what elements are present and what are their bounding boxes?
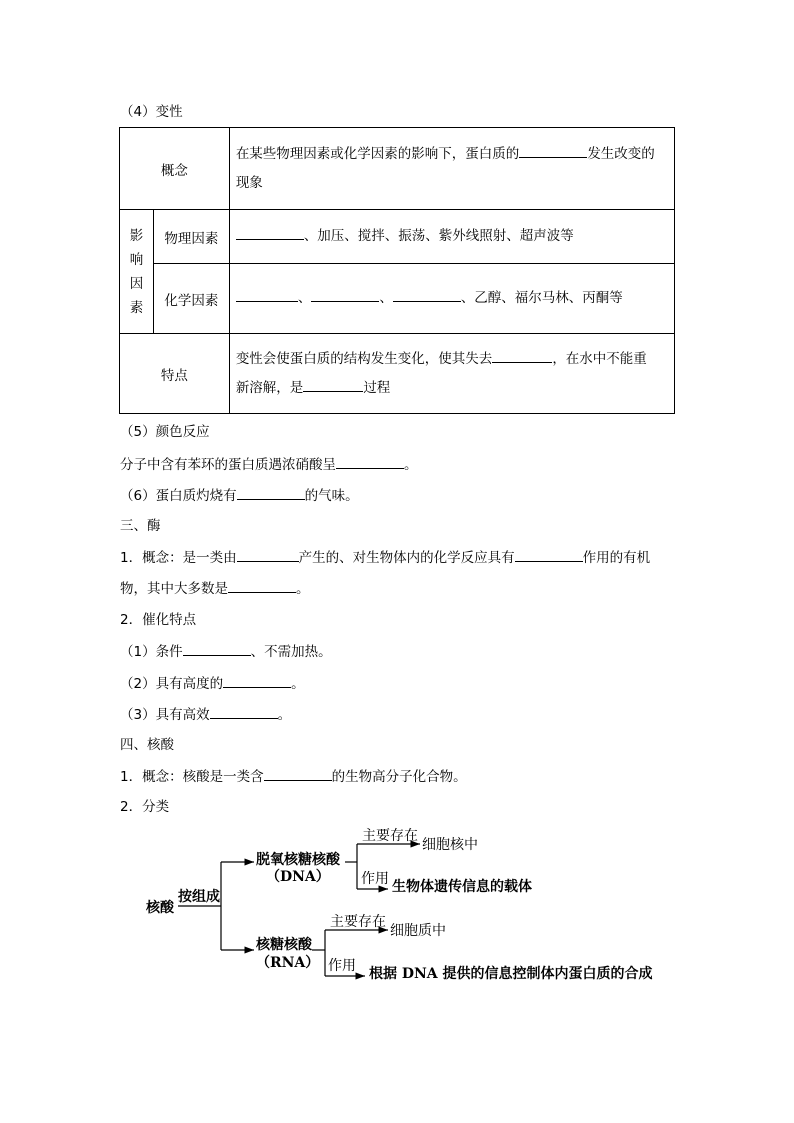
rna-function-label: 作用 <box>328 958 356 974</box>
section-heading-enzyme: 三、酶 <box>120 518 161 534</box>
feature-text-b: ，在水中不能重 <box>552 350 647 367</box>
color-reaction-text-a: 分子中含有苯环的蛋白质遇浓硝酸呈 <box>120 457 336 473</box>
separator: 、 <box>379 290 393 306</box>
physical-factors-label: 物理因素 <box>153 210 229 264</box>
influence-char: 影 <box>129 227 144 244</box>
dna-name: 脱氧核糖核酸 <box>256 852 340 868</box>
dna-function-label: 作用 <box>361 871 389 887</box>
feature-label: 特点 <box>120 334 230 414</box>
enzyme-concept-a: 1．概念：是一类由 <box>120 550 237 566</box>
concept-label: 概念 <box>120 128 230 210</box>
separator: 、 <box>297 290 312 306</box>
rna-function: 根据 DNA 提供的信息控制体内蛋白质的合成 <box>369 966 653 982</box>
dna-abbr: （DNA） <box>266 869 330 885</box>
influence-char: 因 <box>129 275 144 292</box>
item1-text-a: （1）条件 <box>120 644 183 660</box>
dna-function: 生物体遗传信息的载体 <box>392 879 532 895</box>
item3-text-b: 。 <box>277 707 292 723</box>
feature-text-a: 变性会使蛋白质的结构发生变化，使其失去 <box>235 350 493 367</box>
dna-exist-label: 主要存在 <box>362 828 418 844</box>
item1-text-b: 、不需加热。 <box>250 644 332 660</box>
diagram-branch-label: 按组成 <box>178 889 220 905</box>
influence-char: 响 <box>129 251 144 268</box>
enzyme-concept-c: 作用的有机 <box>582 550 651 566</box>
rna-abbr: （RNA） <box>256 955 320 971</box>
enzyme-concept-b: 产生的、对生物体内的化学反应具有 <box>298 550 515 566</box>
enzyme-concept-e: 。 <box>296 581 310 597</box>
feature-text-c: 新溶解，是 <box>235 379 304 396</box>
nucleic-concept-a: 1．概念：核酸是一类含 <box>120 769 264 785</box>
catalysis-heading: 2．催化特点 <box>120 612 197 628</box>
item2-text-a: （2）具有高度的 <box>120 676 224 692</box>
burning-text-b: 的气味。 <box>304 488 359 504</box>
chemical-factors-label: 化学因素 <box>153 264 229 334</box>
nucleic-concept-b: 的生物高分子化合物。 <box>331 769 467 785</box>
burning-text-a: （6）蛋白质灼烧有 <box>120 488 237 504</box>
dna-location: 细胞核中 <box>422 837 478 853</box>
feature-text-d: 过程 <box>363 379 391 396</box>
influence-char: 素 <box>129 299 144 316</box>
physical-text: 、加压、搅拌、振荡、紫外线照射、超声波等 <box>303 228 574 244</box>
concept-text-b: 发生改变的 <box>587 145 655 162</box>
chemical-text: 、乙醇、福尔马林、丙酮等 <box>460 290 623 306</box>
enzyme-concept-d: 物，其中大多数是 <box>120 581 228 597</box>
section-heading-color-reaction: （5）颜色反应 <box>120 424 210 440</box>
rna-exist-label: 主要存在 <box>330 914 386 930</box>
section-heading-denaturation: （4）变性 <box>120 104 183 120</box>
diagram-root-label: 核酸 <box>146 900 174 916</box>
concept-text-a: 在某些物理因素或化学因素的影响下，蛋白质的 <box>235 145 520 162</box>
item2-text-b: 。 <box>291 676 305 692</box>
classification-heading: 2．分类 <box>120 799 170 815</box>
item3-text-a: （3）具有高效 <box>120 707 210 723</box>
color-reaction-text-b: 。 <box>404 457 418 473</box>
section-heading-nucleic-acid: 四、核酸 <box>120 737 174 753</box>
concept-text-c: 现象 <box>235 174 263 191</box>
rna-location: 细胞质中 <box>390 923 446 939</box>
rna-name: 核糖核酸 <box>256 937 312 953</box>
